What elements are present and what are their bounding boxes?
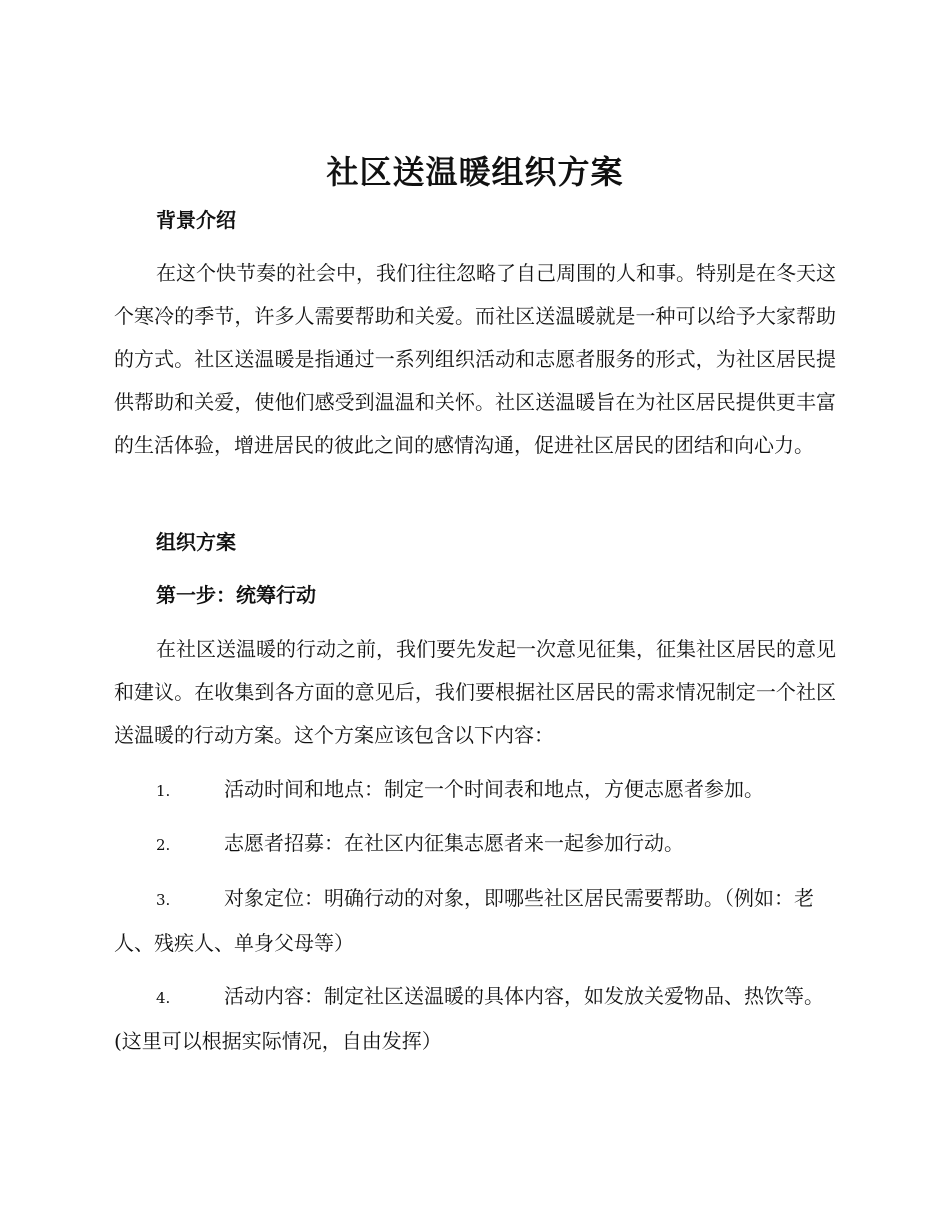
step1-paragraph: 在社区送温暖的行动之前，我们要先发起一次意见征集，征集社区居民的意见和建议。在收集到各方面的意见后，我们要根据社区居民的需求情况制定一个社区送温暖的行动方案。这个方案应该包含以下内容： [114, 637, 836, 747]
list-item-number: 4. [156, 989, 171, 1007]
page-title: 社区送温暖组织方案 [326, 153, 624, 191]
section-heading-plan: 组织方案 [156, 530, 236, 554]
list-item-text: 对象定位：明确行动的对象，即哪些社区居民需要帮助。（例如：老人、残疾人、单身父母等） [114, 886, 814, 955]
list-item [114, 768, 836, 813]
section-heading-background: 背景介绍 [156, 208, 236, 232]
list-item-text: 活动时间和地点：制定一个时间表和地点，方便志愿者参加。 [224, 777, 764, 801]
list-item-number: 1. [156, 782, 171, 800]
list-item [114, 975, 836, 1063]
list-item-number: 3. [156, 891, 171, 909]
list-item-number: 2. [156, 836, 171, 854]
list-item [114, 822, 836, 867]
section-heading-step1: 第一步：统筹行动 [156, 583, 316, 607]
list-item [114, 877, 836, 965]
list-item-text: 活动内容：制定社区送温暖的具体内容，如发放关爱物品、热饮等。(这里可以根据实际情况，自由发挥） [114, 984, 824, 1053]
background-paragraph: 在这个快节奏的社会中，我们往往忽略了自己周围的人和事。特别是在冬天这个寒冷的季节，许多人需要帮助和关爱。而社区送温暖就是一种可以给予大家帮助的方式。社区送温暖是指通过一系列组织活动和志愿者服务的形式，为社区居民提供帮助和关爱，使他们感受到温温和关怀。社区送温暖旨在为社区居民提供更丰富的生活体验，增进居民的彼此之间的感情沟通，促进社区居民的团结和向心力。 [114, 261, 836, 457]
list-item-text: 志愿者招募：在社区内征集志愿者来一起参加行动。 [224, 831, 684, 855]
